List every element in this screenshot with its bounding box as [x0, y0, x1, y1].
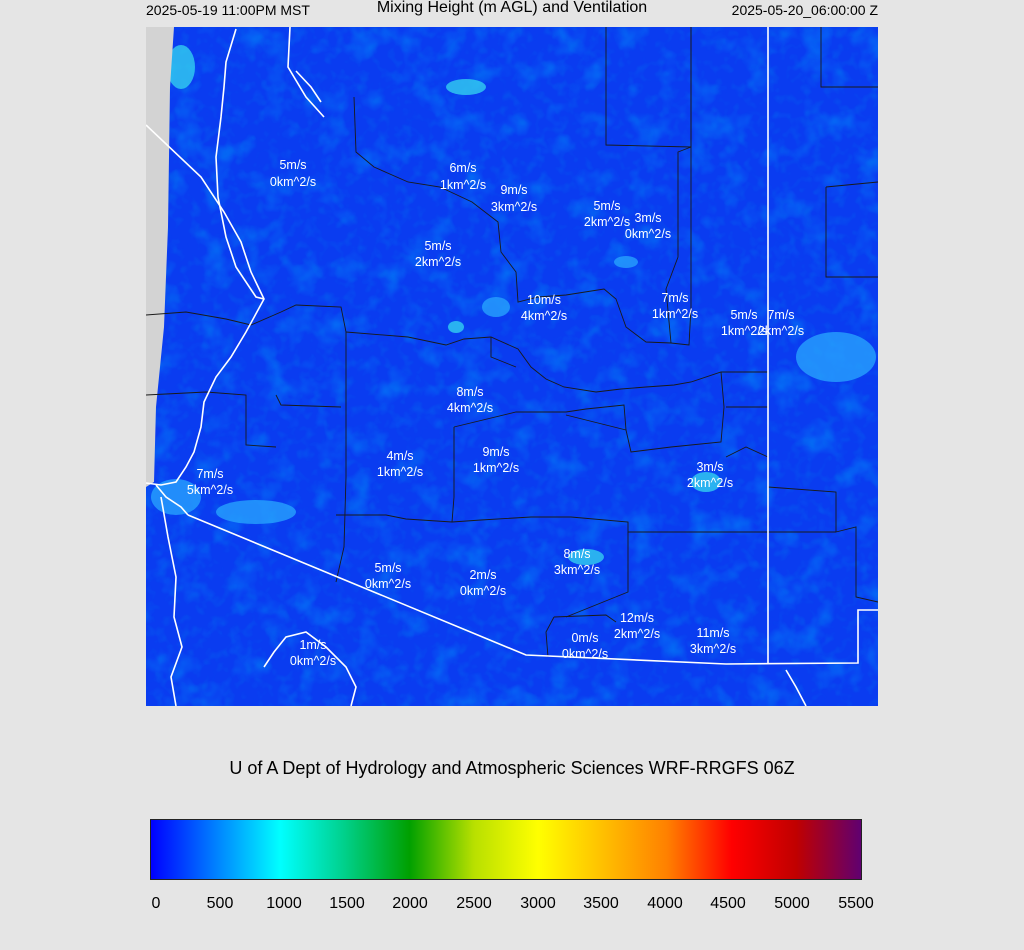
colorbar: [150, 819, 862, 880]
label-speed: 7m/s: [661, 291, 689, 305]
label-vent: 2km^2/s: [583, 215, 631, 229]
label-vent: 1km^2/s: [651, 307, 699, 321]
mixing-height-map: [146, 27, 878, 706]
label-vent: 4km^2/s: [520, 309, 568, 323]
label-speed: 5m/s: [593, 199, 621, 213]
label-vent: 0km^2/s: [624, 227, 672, 241]
map-panel: [146, 27, 878, 706]
label-vent: 1km^2/s: [720, 324, 768, 338]
colorbar-tick: 2500: [456, 895, 492, 912]
label-vent: 0km^2/s: [269, 175, 317, 189]
label-speed: 8m/s: [563, 547, 591, 561]
label-speed: 5m/s: [374, 561, 402, 575]
label-vent: 1km^2/s: [439, 178, 487, 192]
label-vent: 0km^2/s: [561, 647, 609, 661]
colorbar-tick: 5500: [838, 895, 874, 912]
utc-time-label: 2025-05-20_06:00:00 Z: [731, 2, 878, 18]
model-credit: U of A Dept of Hydrology and Atmospheric Sciences WRF-RRGFS 06Z: [229, 758, 795, 778]
label-vent: 0km^2/s: [459, 584, 507, 598]
label-vent: 0km^2/s: [364, 577, 412, 591]
label-speed: 7m/s: [196, 467, 224, 481]
label-speed: 9m/s: [482, 445, 510, 459]
label-speed: 3m/s: [634, 211, 662, 225]
colorbar-tick: 0: [151, 895, 161, 912]
colorbar-tick: 4000: [647, 895, 683, 912]
label-vent: 5km^2/s: [186, 483, 234, 497]
label-speed: 6m/s: [449, 161, 477, 175]
label-vent: 3km^2/s: [553, 563, 601, 577]
colorbar-tick: 4500: [710, 895, 746, 912]
colorbar-tick: 3000: [520, 895, 556, 912]
label-speed: 12m/s: [619, 611, 655, 625]
label-vent: 2km^2/s: [613, 627, 661, 641]
label-speed: 9m/s: [500, 183, 528, 197]
label-speed: 1m/s: [299, 638, 327, 652]
label-vent: 0km^2/s: [289, 654, 337, 668]
label-speed: 5m/s: [279, 158, 307, 172]
label-speed: 2m/s: [469, 568, 497, 582]
colorbar-tick: 5000: [774, 895, 810, 912]
colorbar-tick: 1500: [329, 895, 365, 912]
label-speed: 4m/s: [386, 449, 414, 463]
local-time-label: 2025-05-19 11:00PM MST: [146, 2, 310, 18]
label-vent: 2km^2/s: [757, 324, 805, 338]
label-speed: 5m/s: [424, 239, 452, 253]
colorbar-tick: 1000: [266, 895, 302, 912]
label-vent: 3km^2/s: [490, 200, 538, 214]
label-speed: 5m/s: [730, 308, 758, 322]
label-vent: 1km^2/s: [472, 461, 520, 475]
label-speed: 3m/s: [696, 460, 724, 474]
label-vent: 1km^2/s: [376, 465, 424, 479]
label-vent: 4km^2/s: [446, 401, 494, 415]
label-vent: 2km^2/s: [686, 476, 734, 490]
label-speed: 0m/s: [571, 631, 599, 645]
label-vent: 2km^2/s: [414, 255, 462, 269]
label-speed: 11m/s: [696, 626, 730, 640]
colorbar-tick: 3500: [583, 895, 619, 912]
map-title: Mixing Height (m AGL) and Ventilation: [376, 0, 648, 16]
label-speed: 10m/s: [526, 293, 562, 307]
label-vent: 3km^2/s: [689, 642, 737, 656]
colorbar-tick: 500: [206, 895, 234, 912]
label-speed: 8m/s: [456, 385, 484, 399]
label-speed: 7m/s: [767, 308, 795, 322]
colorbar-tick: 2000: [392, 895, 428, 912]
